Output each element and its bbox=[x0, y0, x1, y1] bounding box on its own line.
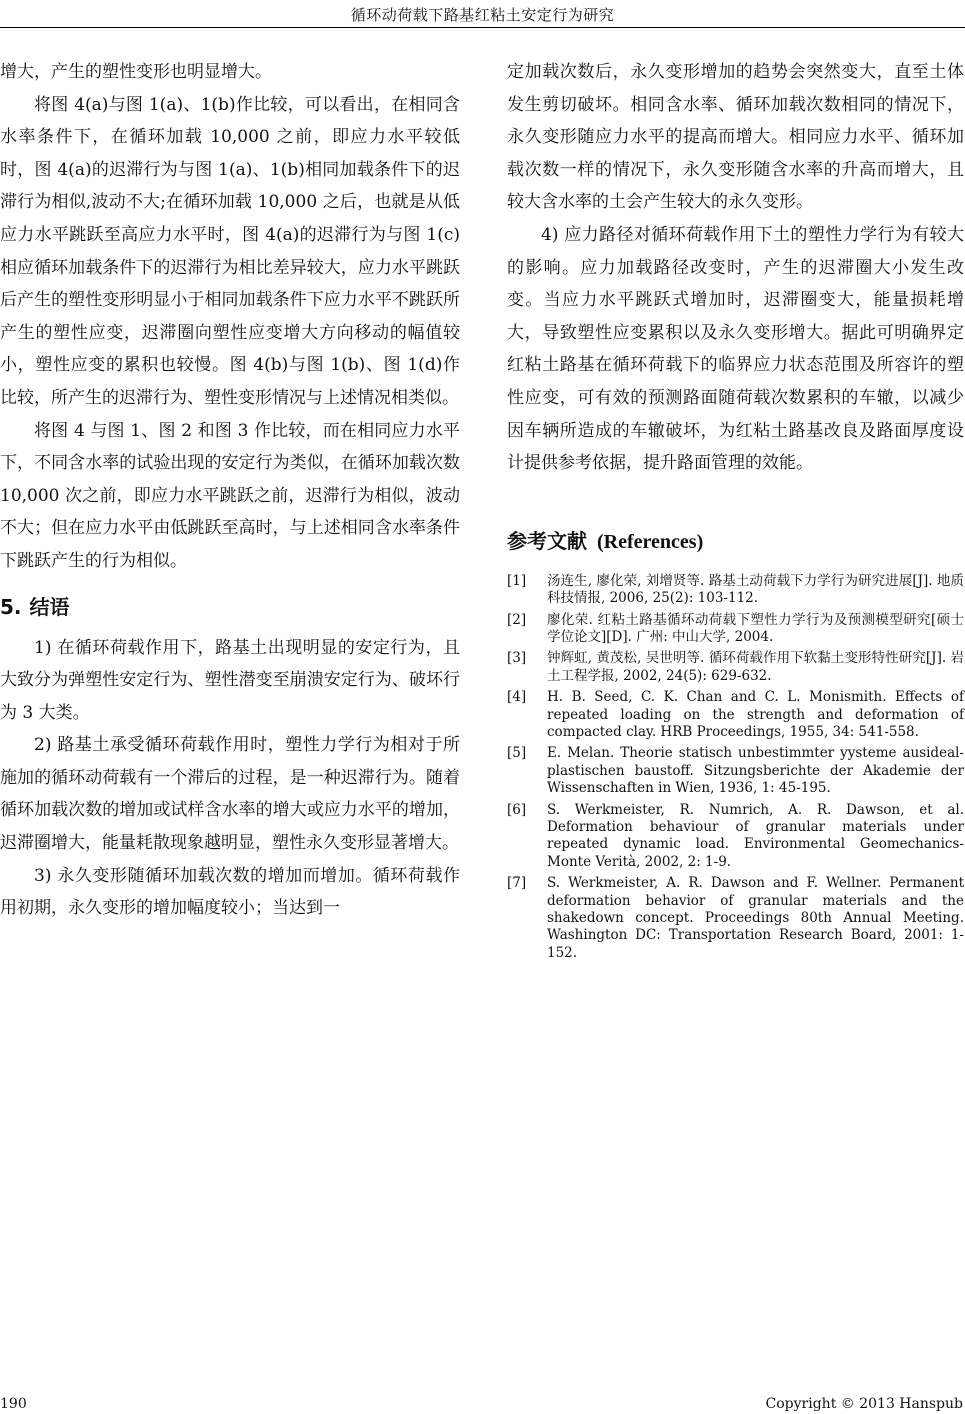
conclusion-item: 2) 路基土承受循环荷载作用时，塑性力学行为相对于所施加的循环动荷载有一个滞后的过程，是一种迟滞行为。随着循环加载次数的增加或试样含水率的增大或应力水平的增加，迟滞圈增大，能量耗散现象越明显，塑性永久变形显著增大。 bbox=[0, 735, 460, 854]
reference-item bbox=[507, 612, 964, 647]
conclusion-item: 1) 在循环荷载作用下，路基土出现明显的安定行为，且大致分为弹塑性安定行为、塑性潜变至崩溃安定行为、破坏行为 3 大类。 bbox=[0, 637, 460, 723]
conclusion-item: 3) 永久变形随循环加载次数的增加而增加。循环荷载作用初期，永久变形的增加幅度较小；当达到一 bbox=[0, 865, 460, 919]
section-number: 5. bbox=[0, 594, 22, 619]
right-column bbox=[507, 56, 964, 966]
references-title-cn: 参考文献 bbox=[507, 528, 587, 553]
paragraph: 定加载次数后，永久变形增加的趋势会突然变大，直至土体发生剪切破坏。相同含水率、循环加载次数相同的情况下，永久变形随应力水平的提高而增大。相同应力水平、循环加载次数一样的情况下，永久变形随含水率的升高而增大，且较大含水率的土会产生较大的永久变形。 bbox=[507, 62, 964, 213]
page-number: 190 bbox=[0, 1396, 27, 1412]
reference-text: 钟辉虹, 黄茂松, 吴世明等. 循环荷载作用下软黏土变形特性研究[J]. 岩土工程学报, 2002, 24(5): 629-632. bbox=[547, 650, 964, 684]
header-rule bbox=[0, 27, 965, 28]
reference-item bbox=[507, 573, 964, 608]
paragraph: 将图 4 与图 1、图 2 和图 3 作比较，而在相同应力水平下，不同含水率的试验出现的安定行为类似，在循环加载次数 10,000 次之前，即应力水平跳跃之前，迟滞行为相似，波动不大；但在应力水平由低跳跃至高时，与上述相同含水率条件下跳跃产生的行为相似。 bbox=[0, 420, 460, 571]
reference-number: [3] bbox=[507, 650, 527, 667]
running-head: 循环动荷载下路基红粘土安定行为研究 bbox=[350, 6, 615, 24]
reference-number: [5] bbox=[507, 745, 527, 762]
reference-number: [2] bbox=[507, 611, 527, 628]
section-heading bbox=[0, 592, 460, 622]
reference-text: 廖化荣. 红粘土路基循环动荷载下塑性力学行为及预测模型研究[硕士学位论文][D]. 广州: 中山大学, 2004. bbox=[547, 611, 964, 645]
conclusion-item: 4) 应力路径对循环荷载作用下土的塑性力学行为有较大的影响。应力加载路径改变时，产生的迟滞圈大小发生改变。当应力水平跳跃式增加时，迟滞圈变大，能量损耗增大，导致塑性应变累积以及永久变形增大。据此可明确界定红粘土路基在循环荷载下的临界应力状态范围及所容许的塑性应变，可有效的预测路面随荷载次数累积的车辙，以减少因车辆所造成的车辙破坏，为红粘土路基改良及路面厚度设计提供参考依据，提升路面管理的效能。 bbox=[507, 224, 964, 474]
reference-item bbox=[507, 802, 964, 872]
reference-item bbox=[507, 745, 964, 797]
reference-text: H. B. Seed, C. K. Chan and C. L. Monismith. Effects of repeated loading on the strength and deformation of compacted clay. HRB Proceedings, 1955, 34: 541-558. bbox=[547, 689, 964, 740]
left-column bbox=[0, 56, 460, 925]
reference-text: 汤连生, 廖化荣, 刘增贤等. 路基土动荷载下力学行为研究进展[J]. 地质科技情报, 2006, 25(2): 103-112. bbox=[547, 572, 964, 607]
reference-text: S. Werkmeister, A. R. Dawson and F. Wellner. Permanent deformation behavior of granular materials and the shakedown concept. Proceedings 80th Annual Meeting. Washington DC: Transportation Research Board, 2001: 1-152. bbox=[547, 875, 964, 961]
reference-item bbox=[507, 650, 964, 685]
section-title: 结语 bbox=[29, 594, 70, 619]
reference-number: [1] bbox=[507, 572, 527, 589]
reference-item bbox=[507, 875, 964, 962]
reference-number: [7] bbox=[507, 875, 527, 892]
reference-text: E. Melan. Theorie statisch unbestimmter yysteme ausideal-plastischen baustoff. Sitzungsberichte der Akademie der Wissenschaften in Wien, 1936, 1: 45-195. bbox=[547, 745, 964, 797]
paragraph: 将图 4(a)与图 1(a)、1(b)作比较，可以看出，在相同含水率条件下，在循环加载 10,000 之前，即应力水平较低时，图 4(a)的迟滞行为与图 1(a)、1(b)相同加载条件下的迟滞行为相似,波动不大;在循环加载 10,000 之后，也就是从低应力水平跳跃至高应力水平时，图 4(a)的迟滞行为与图 1(c)相应循环加载条件下的迟滞行为相比差异较大，应力水平跳跃后产生的塑性变形明显小于相同加载条件下应力水平不跳跃所产生的塑性应变，迟滞圈向塑性应变增大方向移动的幅值较小，塑性应变的累积也较慢。图 4(b)与图 1(b)、图 1(d)作比较，所产生的迟滞行为、塑性变形情况与上述情况相类似。 bbox=[0, 94, 460, 408]
reference-number: [4] bbox=[507, 689, 527, 706]
reference-list bbox=[507, 573, 964, 963]
reference-text: S. Werkmeister, R. Numrich, A. R. Dawson, et al. Deformation behaviour of granular materials under repeated dynamic load. Environmental Geomechanics-Monte Verità, 2002, 2: 1-9. bbox=[547, 801, 964, 870]
references-heading bbox=[507, 526, 964, 557]
copyright-notice: Copyright © 2013 Hanspub bbox=[765, 1396, 963, 1412]
paragraph: 增大，产生的塑性变形也明显增大。 bbox=[0, 62, 272, 82]
references-title-en: (References) bbox=[597, 530, 704, 553]
reference-number: [6] bbox=[507, 801, 527, 818]
reference-item bbox=[507, 689, 964, 741]
